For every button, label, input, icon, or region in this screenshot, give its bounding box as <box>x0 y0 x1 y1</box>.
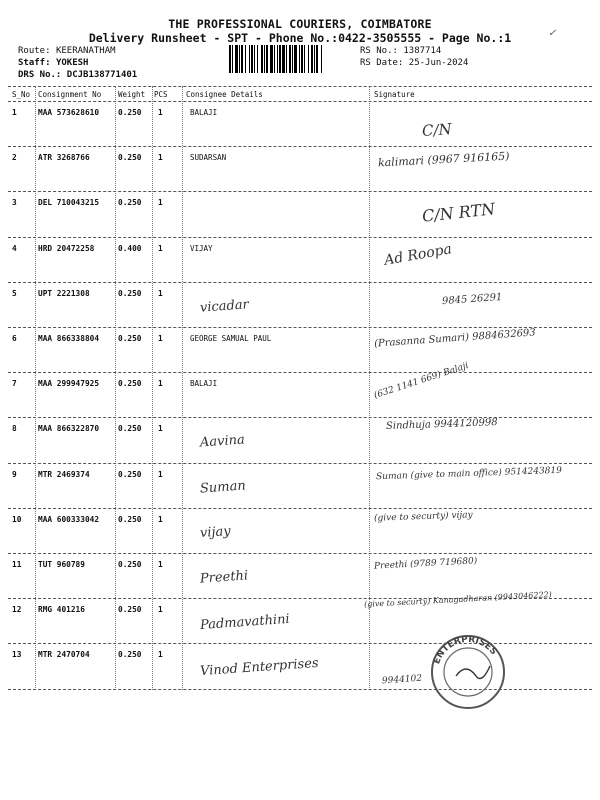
row-pcs: 1 <box>158 153 163 163</box>
col-divider <box>152 86 153 690</box>
row-signature: Ad Roopa <box>383 240 454 269</box>
row-sno: 12 <box>12 605 22 615</box>
row-weight: 0.250 <box>118 198 142 208</box>
row-sno: 6 <box>12 334 17 343</box>
row-consignment-no: MAA 600333042 <box>38 514 100 524</box>
drs-value: DCJB138771401 <box>66 70 138 80</box>
row-signature: (632 1141 669) Balaji <box>372 361 470 402</box>
corner-mark: ✓ <box>548 28 557 39</box>
route-label: Route: <box>18 46 51 56</box>
row-rule <box>8 417 592 418</box>
row-pcs: 1 <box>158 560 163 569</box>
row-weight: 0.250 <box>118 514 142 524</box>
row-pcs: 1 <box>158 198 163 208</box>
row-pcs: 1 <box>158 288 163 298</box>
row-weight: 0.250 <box>118 108 142 117</box>
row-pcs: 1 <box>158 605 163 615</box>
row-consignment-no: MAA 866322870 <box>38 424 100 434</box>
col-consignment: Consignment No <box>38 90 102 99</box>
row-signature: 9944102 <box>381 674 423 687</box>
row-consignment-no: HRD 20472258 <box>38 243 95 253</box>
row-consignee: GEORGE SAMUAL PAUL <box>190 334 272 343</box>
row-weight: 0.250 <box>118 650 142 660</box>
row-weight: 0.250 <box>118 334 142 343</box>
row-consignee-handwriting: Preethi <box>199 568 249 587</box>
row-weight: 0.400 <box>118 243 142 253</box>
row-sno: 1 <box>12 108 17 117</box>
row-signature: 9845 26291 <box>441 291 503 307</box>
col-divider <box>182 86 183 690</box>
rs-no-label: RS No.: <box>360 46 398 56</box>
row-rule <box>8 191 592 192</box>
row-sno: 5 <box>12 288 17 298</box>
row-signature: C/N RTN <box>421 199 496 227</box>
header-top-rule <box>8 86 592 87</box>
row-pcs: 1 <box>158 650 163 660</box>
row-sno: 4 <box>12 243 17 253</box>
col-sno: S_No <box>12 90 31 99</box>
row-rule <box>8 553 592 554</box>
row-pcs: 1 <box>158 243 163 253</box>
row-weight: 0.250 <box>118 560 142 569</box>
row-consignee: VIJAY <box>190 243 213 253</box>
staff-line <box>18 58 88 68</box>
row-weight: 0.250 <box>118 605 142 615</box>
rs-date-label: RS Date: <box>360 58 404 68</box>
row-signature: Preethi (9789 719680) <box>373 556 478 572</box>
drs-line <box>18 70 137 80</box>
row-rule <box>8 372 592 373</box>
rs-no-value: 1387714 <box>403 46 442 56</box>
row-sno: 10 <box>12 514 22 524</box>
col-pcs: PCS <box>154 90 168 99</box>
row-signature: (give to securty) vijay <box>373 510 473 524</box>
row-consignee: BALAJI <box>190 379 218 389</box>
stamp-text: ENTERPRISES <box>432 634 499 666</box>
barcode <box>229 45 355 73</box>
row-rule <box>8 463 592 464</box>
rs-date-value: 25-Jun-2024 <box>408 58 469 68</box>
row-consignment-no: MAA 573628610 <box>38 108 100 117</box>
row-weight: 0.250 <box>118 288 142 298</box>
route-value: KEERANATHAM <box>55 46 116 56</box>
row-consignment-no: MAA 866338804 <box>38 334 100 343</box>
col-signature: Signature <box>374 90 415 99</box>
row-signature: (give to securty) Kanagadharan (9943046222) <box>363 590 552 610</box>
row-consignee-handwriting: Vinod Enterprises <box>199 656 320 680</box>
row-consignee-handwriting: Padmavathini <box>199 612 291 634</box>
row-pcs: 1 <box>158 379 163 389</box>
row-consignment-no: ATR 3268766 <box>38 153 90 163</box>
staff-label: Staff: <box>18 58 51 68</box>
row-sno: 3 <box>12 198 17 208</box>
row-signature: (Prasanna Sumari) 9884632693 <box>373 327 537 350</box>
row-consignee: SUDARSAN <box>190 153 227 163</box>
col-weight: Weight <box>118 90 146 99</box>
rs-no-line <box>360 46 441 56</box>
row-signature: Sindhuja 9944120998 <box>385 417 498 433</box>
row-consignee-handwriting: vicadar <box>199 297 250 316</box>
row-pcs: 1 <box>158 424 163 434</box>
row-sno: 8 <box>12 424 17 434</box>
row-pcs: 1 <box>158 108 163 117</box>
row-consignee-handwriting: Aavina <box>199 432 246 451</box>
row-sno: 7 <box>12 379 17 389</box>
row-sno: 9 <box>12 469 17 479</box>
route-line <box>18 46 116 56</box>
enterprise-stamp <box>428 632 508 712</box>
row-rule <box>8 237 592 238</box>
row-signature: kalimari (9967 916165) <box>377 149 510 170</box>
row-signature: C/N <box>421 119 453 141</box>
drs-label: DRS No.: <box>18 70 62 80</box>
row-consignment-no: MAA 299947925 <box>38 379 100 389</box>
row-rule <box>8 282 592 283</box>
header-bottom-rule <box>8 101 592 102</box>
row-sno: 2 <box>12 153 17 163</box>
row-consignment-no: DEL 710043215 <box>38 198 100 208</box>
svg-text:ENTERPRISES <box>432 635 498 666</box>
row-consignee: BALAJI <box>190 108 218 117</box>
row-weight: 0.250 <box>118 379 142 389</box>
rs-date-line <box>360 58 468 68</box>
row-consignment-no: TUT 960789 <box>38 560 85 569</box>
row-consignment-no: RMG 401216 <box>38 605 85 615</box>
row-weight: 0.250 <box>118 424 142 434</box>
row-weight: 0.250 <box>118 153 142 163</box>
row-consignee-handwriting: Suman <box>199 478 247 497</box>
row-consignment-no: MTR 2469374 <box>38 469 90 479</box>
row-sno: 11 <box>12 560 22 569</box>
row-consignment-no: UPT 2221308 <box>38 288 90 298</box>
runsheet-title: Delivery Runsheet - SPT - Phone No.:0422-3505555 - Page No.:1 <box>88 31 512 45</box>
row-rule <box>8 508 592 509</box>
row-weight: 0.250 <box>118 469 142 479</box>
row-pcs: 1 <box>158 334 163 343</box>
col-consignee: Consignee Details <box>186 90 263 99</box>
row-consignee-handwriting: vijay <box>199 523 232 541</box>
row-rule <box>8 146 592 147</box>
row-sno: 13 <box>12 650 22 660</box>
row-signature: Suman (give to main office) 9514243819 <box>375 465 563 482</box>
row-pcs: 1 <box>158 514 163 524</box>
col-divider <box>115 86 116 690</box>
row-consignment-no: MTR 2470704 <box>38 650 90 660</box>
staff-value: YOKESH <box>55 58 89 68</box>
col-divider <box>35 86 36 690</box>
row-pcs: 1 <box>158 469 163 479</box>
company-title: THE PROFESSIONAL COURIERS, COIMBATORE <box>168 17 432 31</box>
